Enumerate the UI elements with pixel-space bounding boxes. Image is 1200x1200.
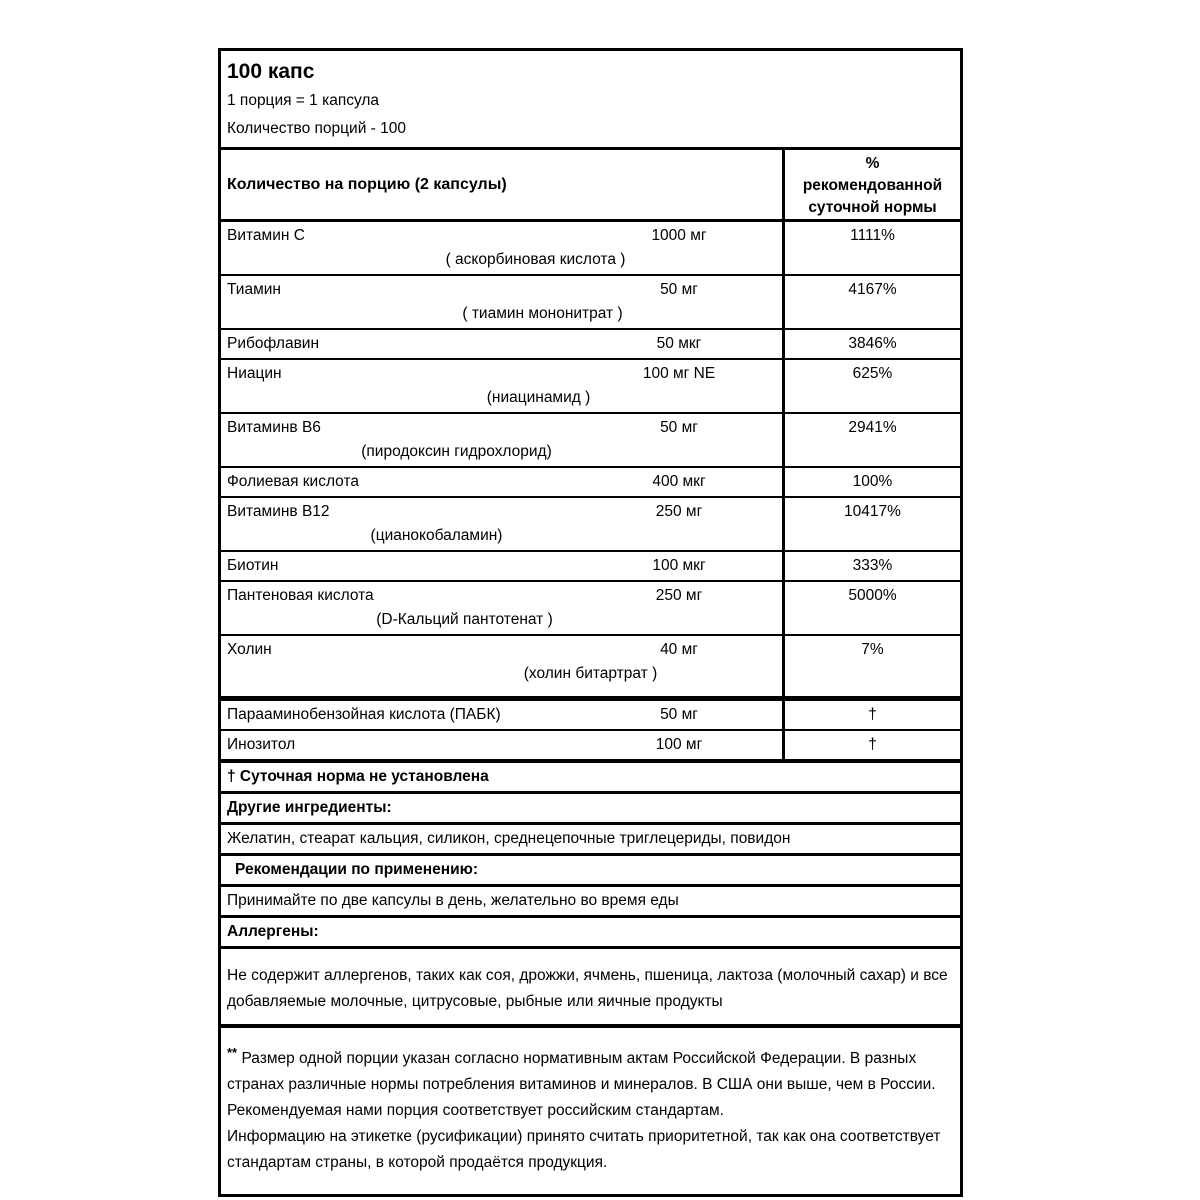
ingredient-cell [221,731,782,759]
ingredient-form: (пиродоксин гидрохлорид) [361,443,552,460]
ingredient-form: (D-Кальций пантотенат ) [376,611,553,628]
daily-value-footnote: † Суточная норма не установлена [221,763,960,794]
double-asterisk-marker: ** [227,1045,238,1060]
ingredient-form: ( аскорбиновая кислота ) [445,251,626,268]
ingredient-name: Биотин [227,557,279,574]
ingredient-amount: 100 мг NE [642,365,716,382]
ingredient-amount: 1000 мг [651,227,707,244]
ingredient-cell [221,468,782,496]
ingredient-amount: 250 мг [655,587,703,604]
ingredient-cell [221,582,782,634]
daily-value-percent: 625% [782,360,960,412]
table-row-inositol [221,731,960,763]
allergens-label: Аллергены: [221,918,960,949]
footnote-text-1: Размер одной порции указан согласно нормативным актам Российской Федерации. В разных странах различные нормы потребления витаминов и минералов. В США они выше, чем в России. Рекомендуемая нами порция соответствует российским стандартам. [227,1050,936,1120]
ingredient-cell [221,222,782,274]
ingredient-name: Ниацин [227,365,282,382]
ingredient-form: (ниацинамид ) [486,389,591,406]
table-row-riboflavin [221,330,960,360]
table-row-biotin [221,552,960,582]
ingredient-cell [221,498,782,550]
ingredient-cell [221,552,782,580]
ingredient-name: Парааминобензойная кислота (ПАБК) [227,706,501,723]
table-row-vitamin-c [221,222,960,276]
daily-value-percent: 7% [782,636,960,696]
table-row-thiamin [221,276,960,330]
ingredient-amount: 50 мг [660,281,698,298]
usage-recommendations-label: Рекомендации по применению: [221,856,960,887]
ingredient-name: Фолиевая кислота [227,473,359,490]
table-row-pantothenic-acid [221,582,960,636]
ingredient-amount: 50 мкг [656,335,702,352]
daily-value-percent: 2941% [782,414,960,466]
ingredient-name: Тиамин [227,281,281,298]
daily-value-header-line1: % [865,155,880,172]
table-row-vitamin-b6 [221,414,960,468]
ingredient-name: Рибофлавин [227,335,320,352]
footnote-paragraph-1 [227,1040,950,1124]
ingredient-name: Пантеновая кислота [227,587,374,604]
daily-value-percent: 333% [782,552,960,580]
daily-value-percent: † [782,701,960,729]
daily-value-percent: 10417% [782,498,960,550]
other-ingredients-label: Другие ингредиенты: [221,794,960,825]
serving-size-footnote [221,1028,960,1194]
daily-value-header [782,150,960,219]
ingredient-form: ( тиамин мононитрат ) [462,305,623,322]
ingredient-amount: 250 мг [655,503,703,520]
table-row-paba [221,701,960,731]
usage-recommendations-text: Принимайте по две капсулы в день, желательно во время еды [221,887,960,918]
ingredient-name: Холин [227,641,272,658]
table-row-niacin [221,360,960,414]
ingredient-amount: 40 мг [660,641,698,658]
ingredient-form: (цианокобаламин) [370,527,503,544]
daily-value-percent: 1111% [782,222,960,274]
daily-value-percent: 4167% [782,276,960,328]
ingredient-form: (холин битартрат ) [523,665,658,682]
ingredient-cell [221,276,782,328]
daily-value-header-line3: суточной нормы [808,199,937,216]
table-row-vitamin-b12 [221,498,960,552]
daily-value-percent: † [782,731,960,759]
servings-per-container-line: Количество порций - 100 [227,120,407,137]
ingredient-cell [221,701,782,729]
ingredient-name: Витамин C [227,227,305,244]
table-header-row [221,150,960,222]
ingredient-cell [221,636,782,696]
daily-value-percent: 5000% [782,582,960,634]
capsule-count-title: 100 капс [227,60,315,83]
allergens-text: Не содержит аллергенов, таких как соя, дрожжи, ячмень, пшеница, лактоза (молочный сахар) и все добавляемые молочные, цитрусовые, рыбные или яичные продукты [221,949,960,1028]
daily-value-header-line2: рекомендованной [802,177,943,194]
ingredient-amount: 50 мг [660,419,698,436]
daily-value-percent: 3846% [782,330,960,358]
ingredient-amount: 100 мг [655,736,703,753]
supplement-facts-label [218,48,963,1197]
ingredient-cell [221,414,782,466]
footnote-paragraph-2: Информацию на этикетке (русификации) принято считать приоритетной, так как она соответствует стандартам страны, в которой продаётся продукция. [227,1128,941,1172]
serving-size-line: 1 порция = 1 капсула [227,92,380,109]
ingredient-amount: 50 мг [660,706,698,723]
daily-value-percent: 100% [782,468,960,496]
ingredient-amount: 100 мкг [652,557,706,574]
ingredient-amount: 400 мкг [652,473,706,490]
ingredient-name: Витаминв B6 [227,419,321,436]
ingredient-name: Инозитол [227,736,296,753]
label-top-info [221,51,960,150]
ingredient-cell [221,330,782,358]
ingredient-name: Витаминв B12 [227,503,330,520]
table-row-folic-acid [221,468,960,498]
amount-per-serving-header: Количество на порцию (2 капсулы) [227,175,507,193]
ingredient-cell [221,360,782,412]
table-row-choline [221,636,960,701]
other-ingredients-list: Желатин, стеарат кальция, силикон, среднецепочные триглецериды, повидон [221,825,960,856]
